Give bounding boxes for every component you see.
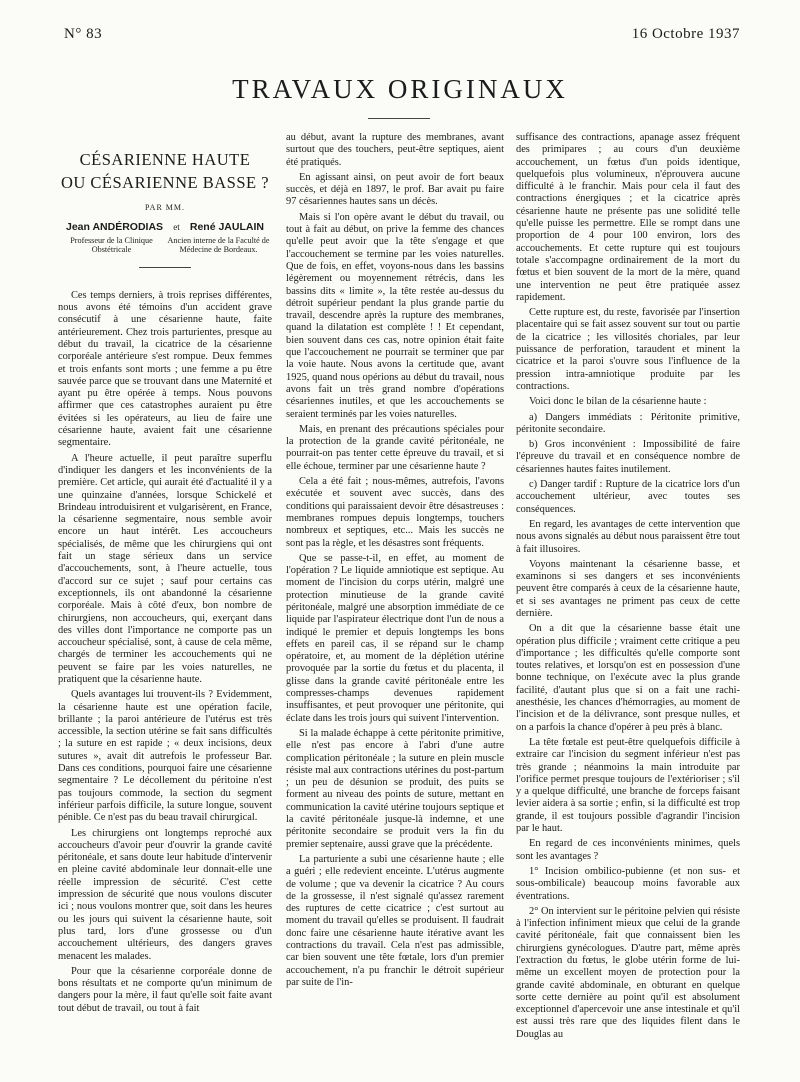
paragraph: Que se passe-t-il, en effet, au moment de l'opération ? Le liquide amniotique est septique. Au moment de l'incision du corps utérin, malgré une protection minutieuse de la grande cavité péritonéale, malgré une absorption immédiate de ce liquide par l'aspirateur électrique dont l'un de nous a indiqué le premier et depuis longtemps les bons effets en pareil cas, il se répand sur le champ opératoire, et, au moment de la déplétion utérine provoquée par la sortie du fœtus et du placenta, il glisse dans la grande cavité péritonéale entre les compresses-champs devenues rapidement insuffisantes, et peut provoquer une péritonite, qui éclate dans les trois jours qui suivent l'intervention. (286, 552, 504, 724)
article-title (58, 148, 272, 194)
paragraph: Quels avantages lui trouvent-ils ? Evidemment, la césarienne haute est une opération facile, brillante ; la paroi antérieure de l'utérus est très accessible, la section utérine se fait sans difficultés ; la suture en est rapide ; « deux incisions, deux sutures », avait dit autrefois le professeur Bar. Dans ces conditions, pourquoi faire une césarienne segmentaire ? Le décollement du péritoine n'est pas toujours commode, la section du segment inférieur parfois difficile, la suture longue, souvent pénible. Ce n'est pas du beau travail chirurgical. (58, 689, 272, 824)
paragraph: En agissant ainsi, on peut avoir de fort beaux succès, et déjà en 1897, le prof. Bar avait pu faire 97 césariennes hautes sans un décès. (286, 171, 504, 208)
paragraph: Cela a été fait ; nous-mêmes, autrefois, l'avons exécutée et souvent avec succès, dans des conditions qui paraissaient devoir être désastreuses : membranes rompues depuis longtemps, touchers nombreux et septiques, etc... Mais les succès ne sont pas la règle, et les désastres sont fréquents. (286, 476, 504, 549)
author-2: René JAULAIN (189, 221, 264, 234)
list-item: 1° Incision ombilico-pubienne (et non sus- et sous-ombilicale) beaucoup moins favorable aux éventrations. (516, 865, 740, 902)
paragraph: Si la malade échappe à cette péritonite primitive, elle n'est pas encore à l'abri d'une autre complication péritonéale ; la suture en plein muscle résiste mal aux contractions utérines du post-partum ; un peu de désunion se produit, des puits se forment au niveau des points de suture, mettant en communication la cavité utérine toujours septique et la cavité péritonéale jusque-là indemne, et une péritonite secondaire se produit vers la fin du premier septenaire, aussi grave que la précédente. (286, 727, 504, 850)
paragraph: On a dit que la césarienne basse était une opération plus difficile ; vraiment cette critique a peu d'importance ; les difficultés qu'elle comporte sont toutes relatives, et lorsqu'on est en possession d'une bonne technique, on l'exécute avec la plus grande facilité, d'autant plus que si on a fait une rachi-anesthésie, les chances d'hémorragies, au moment de l'incision et de la délivrance, sont presque nulles, et on a parfois la chance d'opérer à peu près à blanc. (516, 623, 740, 733)
issue-number: N° 83 (64, 26, 103, 42)
authors (66, 221, 264, 233)
paragraph: A l'heure actuelle, il peut paraître superflu d'indiquer les dangers et les inconvénients de la première. Cet article, qui aurait été d'actualité il y a une quinzaine d'années, lorsque Schickelé et Brindeau introduisirent et vulgarisèrent, en France, la césarienne segmentaire, nous semble avoir encore un haut intérêt. Les accoucheurs spécialisés, de même que les chirurgiens qui ont fait un stage sérieux dans un service d'accouchements, sont, à l'heure actuelle, tous d'accord sur ce sujet ; sauf pour certains cas exceptionnels, ils ont abandonné la césarienne corporéale. Mais à côté d'eux, bon nombre de chirurgiens, non accoucheurs, qui, exerçant dans des villes dont l'importance ne comporte pas un accoucheur spécialisé, sont, à cause de cela même, chargés de terminer les accouchements qui ne peuvent se faire par les voies naturelles, ne pratiquent que la césarienne haute. (58, 452, 272, 685)
author-1: Jean ANDÉRODIAS (66, 221, 164, 234)
column-3 (516, 132, 740, 1044)
affiliation-1: Professeur de la Clinique Obstétricale (70, 235, 153, 255)
paragraph: Mais, en prenant des précautions spéciales pour la protection de la grande cavité péritonéale, ne pourrait-on pas tenter cette épreuve du travail, et si elle échoue, terminer par une césarienne haute ? (286, 423, 504, 472)
list-item: 2° On intervient sur le péritoine pelvien qui résiste à l'infection infiniment mieux que celui de la grande cavité péritonéale, fait que connaissent bien les chirurgiens gynécologues. D'autre part, même après l'extraction du fœtus, le globe utérin forme de lui-même un excellent moyen de protection pour la grande cavité abdominale, en obturant en quelque sorte cette dernière au point qu'il est absolument exceptionnel d'apercevoir une anse intestinale et qu'il est aussi très rare que des liquides filent dans le Douglas au (516, 905, 740, 1040)
paragraph: Ces temps derniers, à trois reprises différentes, nous avons été témoins d'un accident grave consécutif à une césarienne haute, faite antérieurement. Chez trois parturientes, presque au début du travail, la cicatrice de la césarienne corporéale antérieure s'est rompue. Deux femmes et trois enfants sont morts ; une femme a pu être sauvée parce que se trouvant dans une Maternité et ayant pu être opérée à temps. Nous pouvons affirmer que ces catastrophes auraient pu être évitées si les opérateurs, au lieu de faire une césarienne haute, avaient fait une césarienne segmentaire. (58, 289, 272, 449)
paragraph: La parturiente a subi une césarienne haute ; elle a guéri ; elle redevient enceinte. L'utérus augmente de volume ; que va devenir la cicatrice ? Au cours de la grossesse, il n'est signalé qu'assez rarement des ruptures de cette cicatrice ; c'est surtout au moment du travail qu'elles se produisent. Il faudrait donc faire une césarienne haute itérative avant les contractions du travail. Cela n'est pas admissible, car bien souvent une tête fœtale, lors d'un premier accouchement, n'a pu franchir le détroit supérieur par suite de l'in- (286, 853, 504, 988)
column-2 (286, 132, 504, 992)
title-divider (368, 118, 430, 119)
list-item: a) Dangers immédiats : Péritonite primitive, péritonite secondaire. (516, 411, 740, 435)
paragraph: Les chirurgiens ont longtemps reproché aux accoucheurs d'avoir peur d'ouvrir la grande cavité péritonéale, et sans doute leur habitude d'intervenir en pleine cavité abdominale leur donnait-elle une réelle impression de sécurité. C'est cette impression de sécurité que nous voulons discuter ici ; nous voulons montrer que, soit dans les heures ou les jours qui suivent la césarienne haute, soit plus tard, lors d'une grossesse ou d'un accouchement ultérieurs, des dangers graves menacent les malades. (58, 827, 272, 962)
author-conjunction: et (173, 222, 180, 233)
column-1 (58, 144, 272, 1018)
list-item: c) Danger tardif : Rupture de la cicatrice lors d'un accouchement ultérieur, avec toutes ses conséquences. (516, 479, 740, 515)
paragraph: En regard, les avantages de cette intervention que nous avons signalés au début nous paraissent être tout à fait illusoires. (516, 518, 740, 555)
paragraph: Cette rupture est, du reste, favorisée par l'insertion placentaire qui se fait assez souvent sur tout ou partie de la cicatrice ; les villosités choriales, par leur puissance de perforation, taraudent et minent la cicatrice et la paroi s'ouvre sous l'influence de la pression intra-amniotique produite par les contractions. (516, 307, 740, 392)
paragraph: Voyons maintenant la césarienne basse, et examinons si ses dangers et ses inconvénients peuvent être comparés à ceux de la césarienne haute, et si ses avantages ne priment pas ceux de cette dernière. (516, 558, 740, 619)
issue-date: 16 Octobre 1937 (631, 26, 740, 42)
paragraph: La tête fœtale est peut-être quelquefois difficile à extraire car l'incision du segment inférieur n'est pas très grande ; néanmoins la main introduite par l'orifice permet presque toujours de l'extérioriser ; s'il y a quelque difficulté, une branche de forceps faisant levier aidera à sa sortie ; enfin, si la difficulté est trop grande, il est toujours possible d'agrandir l'incision par le haut. (516, 736, 740, 835)
paragraph: suffisance des contractions, apanage assez fréquent des primipares ; au cours d'un deuxième accouchement, un fœtus d'un poids identique, quelquefois plus volumineux, n'éprouvera aucune difficulté à le franchir. Mais pour cela il faut des contractions énergiques ; et la cicatrice après césarienne haute ne présente pas une solidité telle qu'elle puisse les permettre. Elle se rompt dans une proportion de 4 pour 100 environ, lors des accouchements. Et cette rupture qui est toujours totale s'accompagne ordinairement de la mort du fœtus et bien souvent de la mort de la mère, quand une intervention ne peut être pratiquée assez rapidement. (516, 132, 740, 303)
paragraph: au début, avant la rupture des membranes, avant surtout que des touchers, peut-être septiques, aient été pratiqués. (286, 132, 504, 168)
article-title-line-1: CÉSARIENNE HAUTE (79, 150, 251, 169)
affiliation-2: Ancien interne de la Faculté de Médecine de Bordeaux. (167, 235, 270, 255)
paragraph: En regard de ces inconvénients minimes, quels sont les avantages ? (516, 838, 740, 862)
article-divider (139, 267, 191, 268)
byline: PAR MM. (144, 203, 186, 212)
paragraph: Pour que la césarienne corporéale donne de bons résultats et ne comporte qu'un minimum de dangers pour la mère, il faut qu'elle soit faite avant tout début de travail, ou tout à fait (58, 965, 272, 1014)
list-item: b) Gros inconvénient : Impossibilité de faire l'épreuve du travail et en conséquence nombre de césariennes hautes faites inutilement. (516, 439, 740, 475)
affiliations (58, 236, 272, 255)
article-title-line-2: OU CÉSARIENNE BASSE ? (60, 173, 270, 192)
paragraph: Voici donc le bilan de la césarienne haute : (529, 396, 707, 408)
paragraph: Mais si l'on opère avant le début du travail, ou tout à fait au début, on prive la femme des chances qu'elle peut avoir que la tête s'engage et que l'accouchement se termine par les voies naturelles. Que de fois, en effet, voyons-nous dans les bassins légèrement ou moyennement rétrécis, dans les bassins dits « limite », la tête restée au-dessus du détroit supérieur pendant la plus grande partie du travail, descendre après la rupture des membranes, quand la dilatation est complète ! ! Et cependant, bien souvent dans ces cas, notre opinion était faite que l'accouchement ne pourrait se terminer que par la voie haute. Nous avons la certitude que, avant 1925, quand nous opérions au début du travail, nous avons fait un très grand nombre d'opérations césariennes inutiles, et que les accouchements se seraient terminés par les voies naturelles. (286, 211, 504, 420)
section-title: TRAVAUX ORIGINAUX (232, 74, 568, 104)
